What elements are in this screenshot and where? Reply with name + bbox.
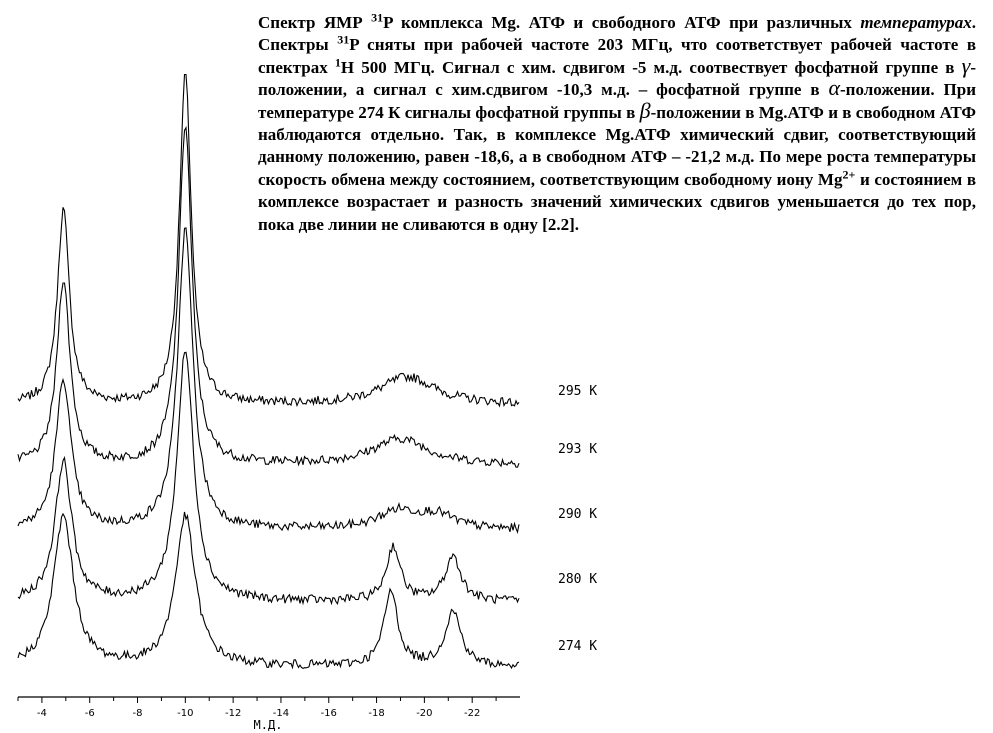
- x-axis-label: М.Д.: [253, 718, 283, 732]
- x-tick-label: -18: [368, 708, 385, 719]
- greek-alpha: α: [828, 75, 840, 101]
- caption-superscript: 31: [337, 32, 350, 47]
- temperature-label: 293 K: [558, 442, 598, 457]
- temperature-labels: [558, 384, 597, 654]
- greek-beta: β: [639, 97, 651, 123]
- x-tick-label: -22: [464, 708, 481, 719]
- x-tick-label: -6: [84, 708, 95, 719]
- caption-italic: температурах: [860, 13, 972, 32]
- caption-text: P сняты при рабочей частоте 203 МГц, что соответствует рабочей частоте в спектрах: [258, 35, 976, 77]
- x-tick-label: -20: [416, 708, 433, 719]
- caption-text: -положении, а сигнал с хим.сдвигом -10,3 м.д. – фосфатной группе в: [258, 57, 976, 100]
- x-tick-label: -8: [132, 708, 143, 719]
- x-tick-label: -10: [177, 708, 194, 719]
- x-axis: [18, 697, 520, 719]
- greek-gamma: γ: [961, 52, 971, 78]
- caption-superscript: 31: [371, 10, 384, 25]
- temperature-label: 295 K: [558, 384, 598, 399]
- caption-text: . Спектры: [258, 13, 976, 55]
- temperature-label: 280 K: [558, 572, 598, 587]
- spectrum-trace: [18, 352, 519, 603]
- temperature-label: 290 K: [558, 507, 598, 522]
- spectra-group: [18, 75, 519, 669]
- caption-text: H 500 МГц. Сигнал с хим. сдвигом -5 м.д. соотвествует фосфатной группе в: [340, 57, 962, 77]
- caption-superscript: 2+: [842, 167, 856, 182]
- caption-text: Спектр ЯМР: [258, 13, 372, 32]
- spectrum-trace: [18, 512, 519, 668]
- spectrum-trace: [18, 75, 519, 406]
- x-tick-label: -16: [320, 708, 337, 719]
- spectrum-trace: [18, 128, 519, 468]
- caption-text: и состоянием в комплексе возрастает и разность значений химических сдвигов уменьшается до тех пор, пока две линии не сливаются в одну [2.2].: [258, 169, 977, 234]
- x-tick-label: -12: [224, 708, 242, 719]
- caption-superscript: 1: [334, 55, 341, 70]
- spectrum-trace: [18, 228, 519, 532]
- temperature-label: 274 K: [558, 639, 598, 654]
- x-tick-label: -14: [272, 708, 290, 719]
- caption-text: P комплекса Mg. АТФ и свободного АТФ при различных: [383, 13, 861, 32]
- x-tick-label: -4: [36, 708, 47, 719]
- caption-text: -положении. При температуре 274 К сигналы фосфатной группы в: [258, 80, 976, 122]
- caption-text: -положении в Mg.АТФ и в свободном АТФ наблюдаются отдельно. Так, в комплексе Mg.АТФ химический сдвиг, соответствующий данному положению, равен -18,6, а в свободном АТФ – -21,2 м.д. По мере роста температуры скорость обмена между состоянием, соответствующим свободному иону Mg: [258, 102, 976, 189]
